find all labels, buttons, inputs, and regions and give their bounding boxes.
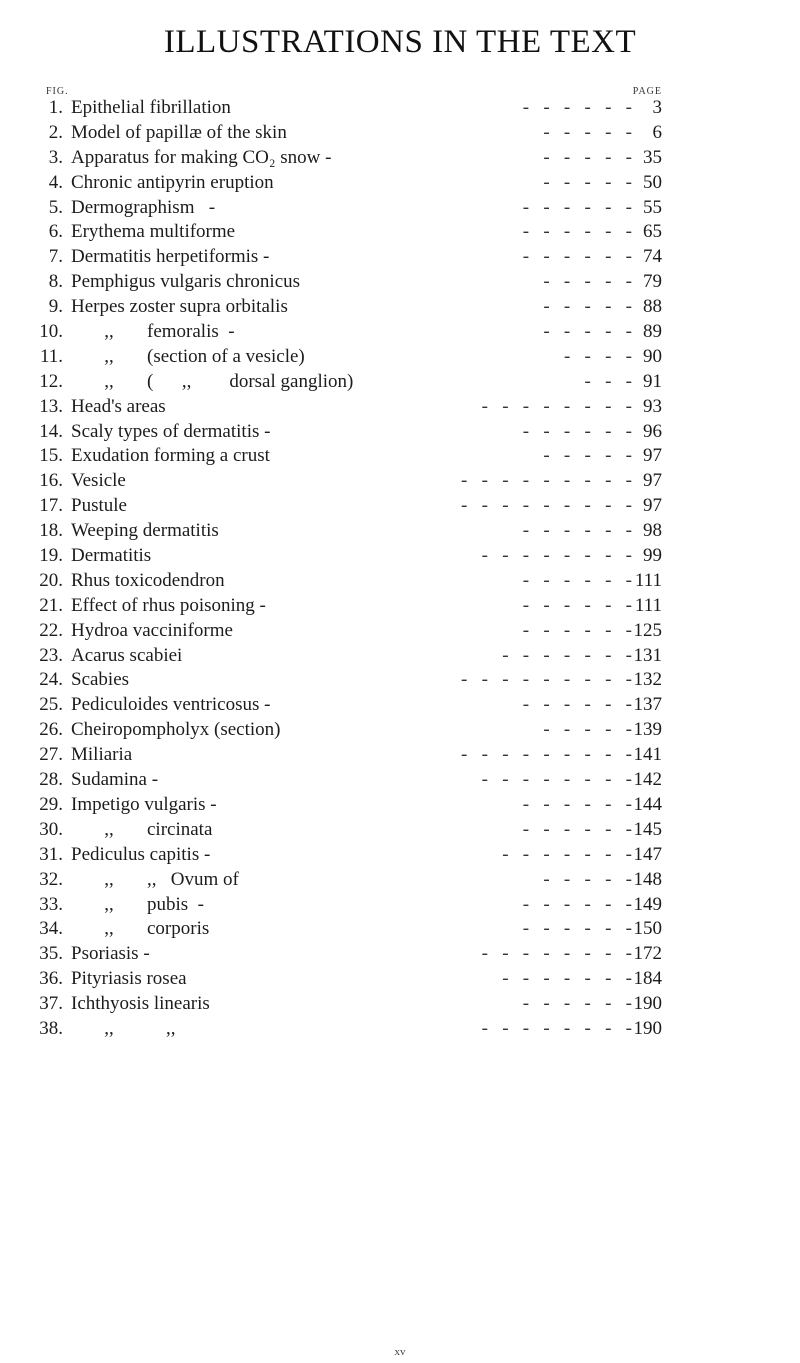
illustrations-list — [0, 96, 800, 1042]
entry-description: ,, ,, Ovum of — [71, 868, 239, 890]
entry-page: 91 — [643, 370, 662, 392]
entry-leader: - - - - — [563, 345, 632, 367]
entry-leader: - - - - - — [543, 271, 632, 293]
list-item — [0, 395, 800, 420]
list-item — [0, 569, 800, 594]
entry-description: Acarus scabiei — [71, 644, 183, 666]
entry-description: ,, femoralis - — [71, 321, 235, 343]
entry-page: 3 — [652, 97, 662, 118]
entry-leader: - - - - - - - - — [481, 545, 632, 567]
entry-number: 36. — [39, 968, 63, 990]
entry-description: Head's areas — [71, 395, 166, 417]
entry-leader: - - - - - - — [522, 420, 632, 442]
entry-leader: - - - - - - - - — [481, 1017, 632, 1039]
list-item — [0, 743, 800, 768]
entry-description: ,, corporis — [71, 918, 210, 940]
entry-leader: - - - - - - — [522, 246, 632, 268]
entry-description: Pemphigus vulgaris chronicus — [71, 271, 301, 293]
entry-description: Sudamina - — [71, 769, 159, 791]
entry-page: 144 — [633, 793, 662, 815]
entry-description: Impetigo vulgaris - — [71, 793, 217, 815]
entry-page: 99 — [643, 545, 662, 567]
entry-description: Herpes zoster supra orbitalis — [71, 296, 288, 318]
entry-leader: - - - - - - - - - — [461, 744, 632, 766]
entry-page: 148 — [633, 868, 662, 890]
entry-page: 111 — [634, 569, 662, 591]
entry-description: Model of papillæ of the skin — [71, 121, 287, 143]
page-title: ILLUSTRATIONS IN THE TEXT — [163, 24, 637, 60]
list-item — [0, 96, 800, 121]
entry-page: 141 — [633, 744, 662, 766]
entry-page: 190 — [633, 993, 662, 1015]
entry-leader: - - - - - - — [522, 993, 632, 1015]
entry-leader: - - - - - - — [522, 918, 632, 940]
entry-leader: - - - - - - - - — [481, 769, 632, 791]
entry-number: 27. — [39, 744, 63, 766]
list-item — [0, 196, 800, 221]
entry-page: 90 — [643, 345, 662, 367]
entry-description: Scaly types of dermatitis - — [71, 420, 271, 442]
list-item — [0, 320, 800, 345]
list-item — [0, 146, 800, 171]
entry-number: 12. — [39, 370, 63, 392]
entry-leader: - - - - - - — [522, 221, 632, 243]
entry-page: 139 — [633, 719, 662, 741]
entry-number: 26. — [39, 719, 63, 741]
list-item — [0, 220, 800, 245]
entry-leader: - - - - - — [543, 171, 632, 193]
entry-description: Scabies — [71, 669, 130, 691]
entry-description: ,, ,, — [71, 1017, 176, 1039]
entry-page: 97 — [643, 495, 662, 517]
list-item — [0, 121, 800, 146]
entry-leader: - - - - - - — [522, 196, 632, 218]
page-column-header: PAGE — [632, 86, 662, 97]
entry-number: 25. — [39, 694, 63, 716]
list-item — [0, 793, 800, 818]
entry-leader: - - - - - — [543, 445, 632, 467]
page-folio: xv — [394, 1346, 406, 1358]
entry-leader: - - - - - — [543, 146, 632, 168]
entry-description: Weeping dermatitis — [71, 520, 219, 542]
entry-leader: - - - - - - - - - — [461, 470, 632, 492]
entry-page: 74 — [643, 246, 662, 268]
entry-description: ,, circinata — [71, 818, 213, 840]
list-item — [0, 917, 800, 942]
entry-leader: - - - - - - - — [502, 644, 632, 666]
entry-page: 137 — [633, 694, 662, 716]
entry-description: Chronic antipyrin eruption — [71, 171, 274, 193]
entry-number: 24. — [39, 669, 63, 691]
entry-description: Vesicle — [71, 470, 126, 492]
list-item — [0, 668, 800, 693]
entry-number: 4. — [48, 171, 63, 193]
entry-page: 145 — [633, 818, 662, 840]
entry-description: Erythema multiforme — [71, 221, 236, 243]
list-item — [0, 818, 800, 843]
entry-page: 50 — [643, 171, 662, 193]
entry-number: 22. — [39, 619, 63, 641]
list-item — [0, 295, 800, 320]
entry-number: 33. — [39, 893, 63, 915]
entry-number: 34. — [39, 918, 63, 940]
entry-leader: - - - — [584, 370, 632, 392]
entry-description: Ichthyosis linearis — [71, 993, 210, 1015]
entry-page: 79 — [643, 271, 662, 293]
list-item — [0, 644, 800, 669]
entry-leader: - - - - - - — [522, 97, 632, 118]
entry-description: Effect of rhus poisoning - — [71, 594, 266, 616]
entry-page: 88 — [643, 296, 662, 318]
entry-page: 96 — [643, 420, 662, 442]
list-item — [0, 270, 800, 295]
list-item — [0, 245, 800, 270]
list-item — [0, 1017, 800, 1042]
entry-description: Miliaria — [71, 744, 133, 766]
entry-description: Psoriasis - — [71, 943, 150, 965]
list-item — [0, 942, 800, 967]
entry-description: Rhus toxicodendron — [71, 569, 225, 591]
entry-page: 97 — [643, 445, 662, 467]
entry-number: 32. — [39, 868, 63, 890]
entry-page: 65 — [643, 221, 662, 243]
entry-number: 10. — [39, 321, 63, 343]
entry-leader: - - - - - - - - — [481, 943, 632, 965]
list-item — [0, 171, 800, 196]
entry-description: Epithelial fibrillation — [71, 97, 231, 118]
entry-leader: - - - - - - — [522, 520, 632, 542]
entry-number: 2. — [48, 121, 63, 143]
entry-page: 142 — [633, 769, 662, 791]
entry-description: ,, (section of a vesicle) — [71, 345, 305, 367]
list-item — [0, 992, 800, 1017]
entry-leader: - - - - - — [543, 719, 632, 741]
entry-page: 132 — [633, 669, 662, 691]
entry-number: 14. — [39, 420, 63, 442]
entry-number: 37. — [39, 993, 63, 1015]
list-item — [0, 619, 800, 644]
entry-number: 13. — [39, 395, 63, 417]
list-item — [0, 420, 800, 445]
entry-number: 21. — [39, 594, 63, 616]
entry-page: 172 — [633, 943, 662, 965]
entry-description: Pustule — [71, 495, 127, 517]
entry-leader: - - - - - - — [522, 594, 632, 616]
list-item — [0, 693, 800, 718]
entry-description: Pediculus capitis - — [71, 843, 211, 865]
entry-page: 150 — [633, 918, 662, 940]
entry-number: 20. — [39, 569, 63, 591]
entry-page: 97 — [643, 470, 662, 492]
list-item — [0, 843, 800, 868]
entry-description: Apparatus for making CO₂ snow - — [71, 146, 332, 168]
entry-page: 131 — [633, 644, 662, 666]
entry-description: Pityriasis rosea — [71, 968, 187, 990]
entry-number: 9. — [48, 296, 63, 318]
list-item — [0, 893, 800, 918]
entry-number: 11. — [39, 345, 63, 367]
entry-number: 18. — [39, 520, 63, 542]
entry-number: 19. — [39, 545, 63, 567]
entry-page: 98 — [643, 520, 662, 542]
entry-number: 16. — [39, 470, 63, 492]
entry-leader: - - - - - — [543, 296, 632, 318]
list-item — [0, 768, 800, 793]
entry-leader: - - - - - - - — [502, 968, 632, 990]
list-item — [0, 544, 800, 569]
entry-page: 125 — [633, 619, 662, 641]
entry-leader: - - - - - - — [522, 793, 632, 815]
entry-number: 31. — [39, 843, 63, 865]
entry-number: 6. — [48, 221, 63, 243]
entry-leader: - - - - - - — [522, 569, 632, 591]
entry-page: 89 — [643, 321, 662, 343]
entry-number: 17. — [39, 495, 63, 517]
entry-page: 184 — [633, 968, 662, 990]
entry-page: 111 — [634, 594, 662, 616]
entry-description: Dermographism - — [71, 196, 216, 218]
entry-page: 93 — [643, 395, 662, 417]
entry-description: Pediculoides ventricosus - — [71, 694, 271, 716]
entry-description: Dermatitis herpetiformis - — [71, 246, 270, 268]
entry-page: 147 — [633, 843, 662, 865]
entry-number: 23. — [39, 644, 63, 666]
entry-leader: - - - - - - - - — [481, 395, 632, 417]
entry-description: Hydroa vacciniforme — [71, 619, 233, 641]
entry-number: 29. — [39, 793, 63, 815]
list-item — [0, 494, 800, 519]
entry-description: Cheiropompholyx (section) — [71, 719, 281, 741]
entry-number: 38. — [39, 1017, 63, 1039]
entry-number: 5. — [48, 196, 63, 218]
entry-description: Exudation forming a crust — [71, 445, 270, 467]
entry-page: 55 — [643, 196, 662, 218]
list-item — [0, 345, 800, 370]
list-item — [0, 718, 800, 743]
entry-leader: - - - - - — [543, 321, 632, 343]
entry-number: 1. — [48, 97, 63, 118]
entry-number: 15. — [39, 445, 63, 467]
list-item — [0, 868, 800, 893]
entry-page: 149 — [633, 893, 662, 915]
entry-page: 190 — [633, 1017, 662, 1039]
entry-page: 35 — [643, 146, 662, 168]
entry-leader: - - - - - - - — [502, 843, 632, 865]
entry-number: 3. — [48, 146, 63, 168]
entry-description: ,, pubis - — [71, 893, 204, 915]
fig-column-header: FIG. — [46, 86, 69, 97]
entry-page: 6 — [652, 121, 662, 143]
entry-number: 8. — [48, 271, 63, 293]
entry-leader: - - - - - - — [522, 619, 632, 641]
entry-leader: - - - - - — [543, 868, 632, 890]
entry-leader: - - - - - - — [522, 818, 632, 840]
entry-number: 30. — [39, 818, 63, 840]
list-item — [0, 594, 800, 619]
entry-leader: - - - - - - - - - — [461, 669, 632, 691]
list-item — [0, 519, 800, 544]
list-item — [0, 967, 800, 992]
list-item — [0, 444, 800, 469]
entry-description: ,, ( ,, dorsal ganglion) — [71, 370, 354, 392]
entry-description: Dermatitis — [71, 545, 152, 567]
entry-number: 35. — [39, 943, 63, 965]
entry-leader: - - - - - - — [522, 893, 632, 915]
entry-leader: - - - - - - — [522, 694, 632, 716]
list-item — [0, 469, 800, 494]
entry-number: 7. — [48, 246, 63, 268]
entry-leader: - - - - - - - - - — [461, 495, 632, 517]
entry-leader: - - - - - — [543, 121, 632, 143]
entry-number: 28. — [39, 769, 63, 791]
list-item — [0, 370, 800, 395]
